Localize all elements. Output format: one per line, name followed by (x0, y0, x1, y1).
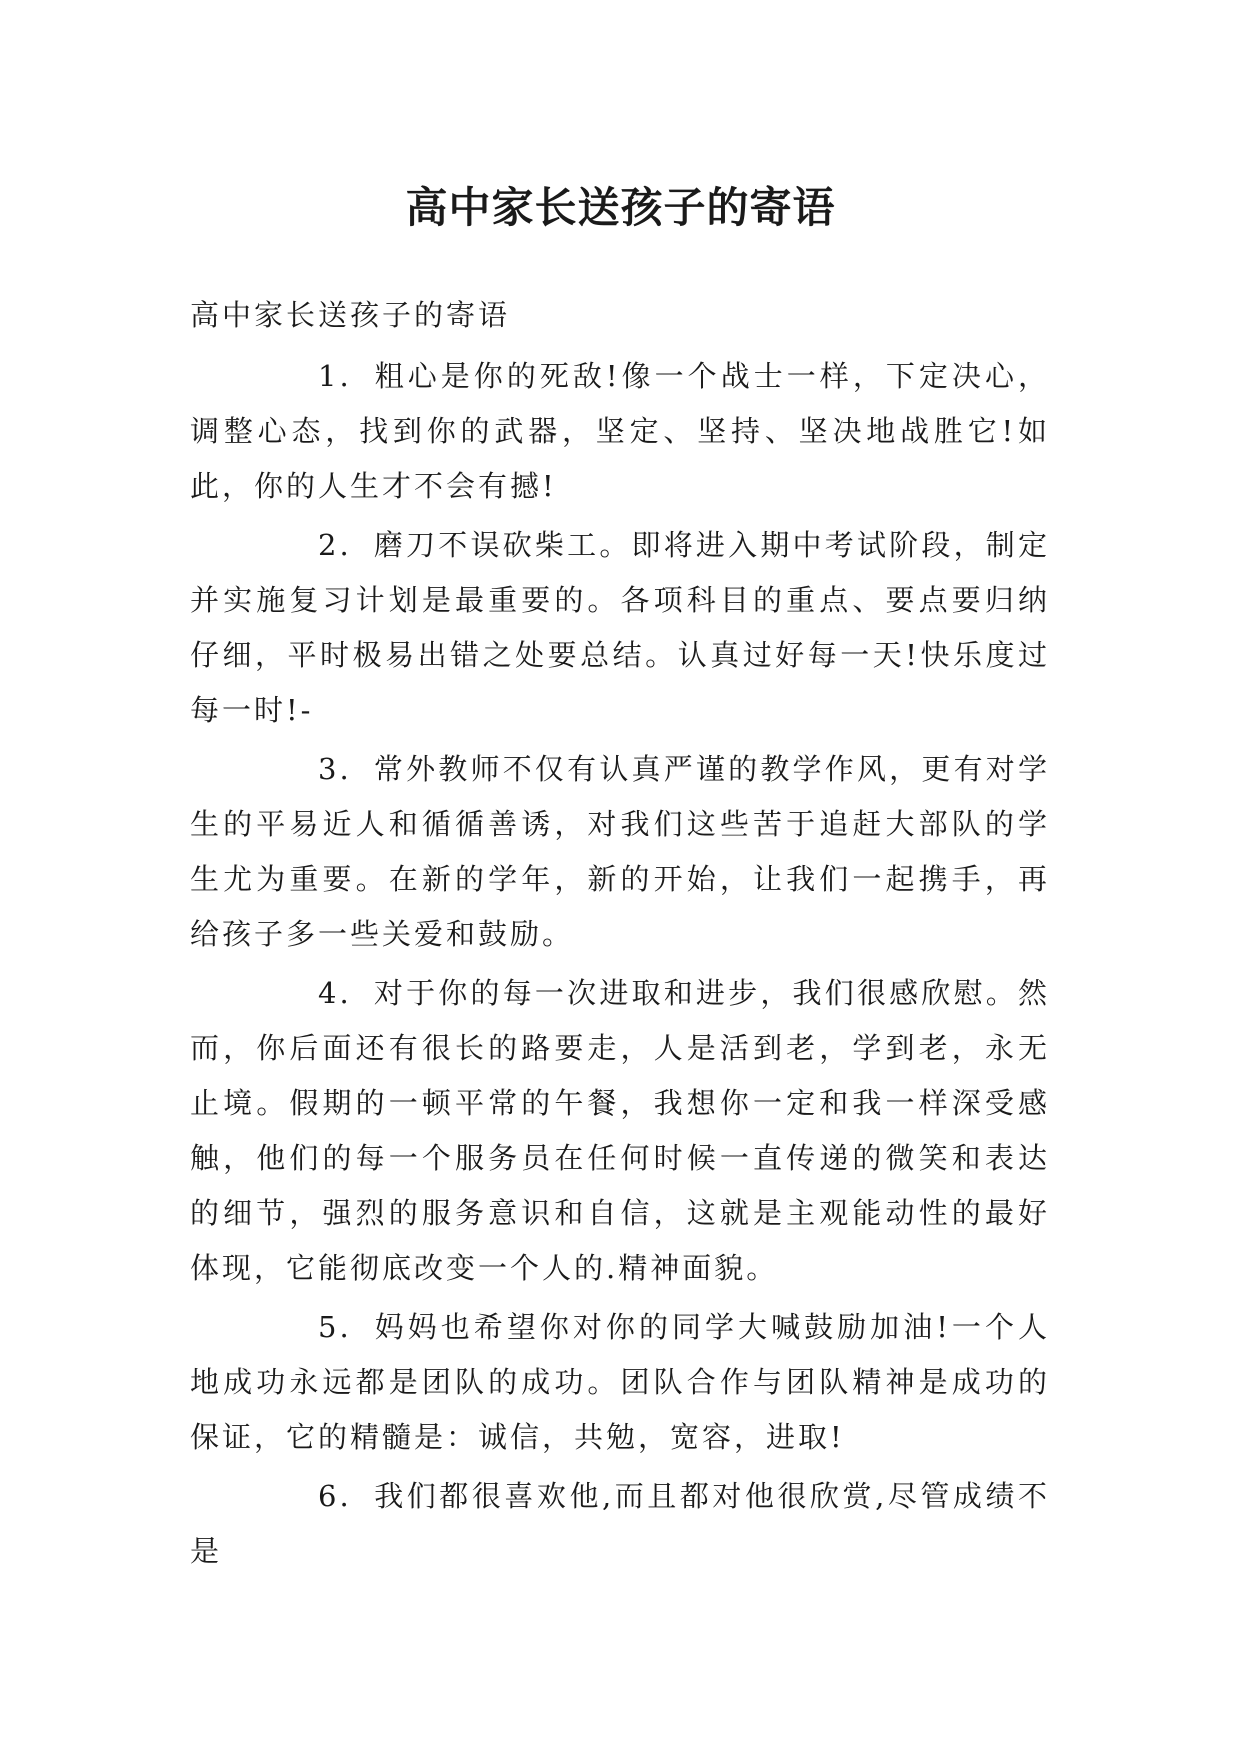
list-item (190, 349, 1050, 514)
item-text: 对于你的每一次进取和进步，我们很感欣慰。然而，你后面还有很长的路要走，人是活到老，学到老，永无止境。假期的一顿平常的午餐，我想你一定和我一样深受感触，他们的每一个服务员在任何时候一直传递的微笑和表达的细节，强烈的服务意识和自信，这就是主观能动性的最好体现，它能彻底改变一个人的.精神面貌。 (190, 976, 1050, 1285)
item-number: 4. (318, 976, 352, 1010)
list-item (190, 966, 1050, 1296)
item-text: 磨刀不误砍柴工。即将进入期中考试阶段，制定并实施复习计划是最重要的。各项科目的重点、要点要归纳仔细，平时极易出错之处要总结。认真过好每一天!快乐度过每一时!- (190, 528, 1050, 727)
list-item (190, 518, 1050, 738)
document-title: 高中家长送孩子的寄语 (405, 183, 836, 233)
item-number: 2. (318, 528, 352, 562)
list-item (190, 1300, 1050, 1465)
item-number: 3. (318, 752, 352, 786)
item-text: 我们都很喜欢他,而且都对他很欣赏,尽管成绩不是 (190, 1479, 1050, 1568)
item-text: 粗心是你的死敌!像一个战士一样，下定决心，调整心态，找到你的武器，坚定、坚持、坚决地战胜它!如此，你的人生才不会有撼! (190, 359, 1050, 503)
item-text: 妈妈也希望你对你的同学大喊鼓励加油!一个人地成功永远都是团队的成功。团队合作与团队精神是成功的保证，它的精髓是：诚信，共勉，宽容，进取! (190, 1310, 1050, 1454)
document-subtitle: 高中家长送孩子的寄语 (190, 298, 511, 332)
item-number: 6. (318, 1479, 352, 1513)
item-number: 1. (318, 359, 352, 393)
document-body (190, 288, 1050, 1583)
list-item (190, 1469, 1050, 1579)
item-text: 常外教师不仅有认真严谨的教学作风，更有对学生的平易近人和循循善诱，对我们这些苦于追赶大部队的学生尤为重要。在新的学年，新的开始，让我们一起携手，再给孩子多一些关爱和鼓励。 (190, 752, 1050, 951)
list-item (190, 742, 1050, 962)
item-number: 5. (318, 1310, 352, 1344)
